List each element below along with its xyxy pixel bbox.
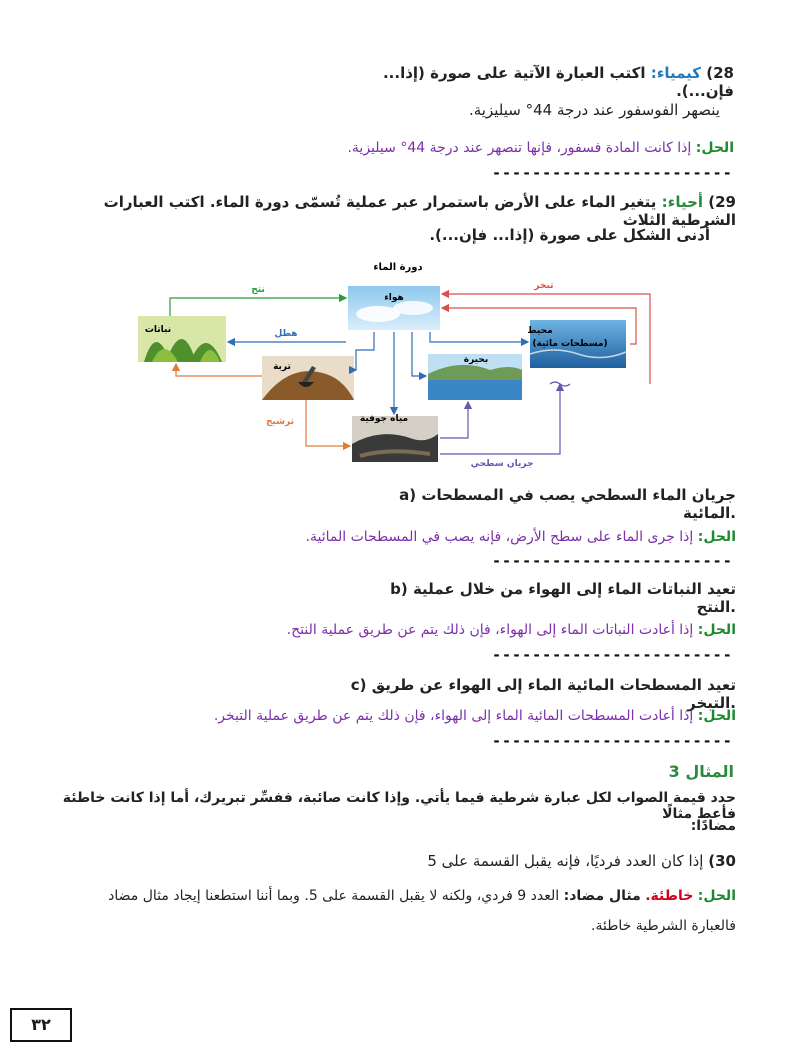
transpiration-label: نتح bbox=[251, 285, 265, 295]
ocean-sublabel: (مسطحات مائية) bbox=[532, 339, 608, 349]
page-number: ٣٢ bbox=[10, 1008, 72, 1042]
divider-dashes: ------------------------ bbox=[492, 164, 733, 182]
q29-prompt-line1 bbox=[60, 193, 736, 229]
evaporation-label: تبخر bbox=[534, 281, 554, 291]
part-c-solution: إذا أعادت المسطحات المائية الماء إلى الهواء، فإن ذلك يتم عن طريق عملية التبخر. bbox=[213, 708, 694, 724]
part-a-statement: جريان الماء السطحي يصب في المسطحات المائية. bbox=[421, 486, 736, 522]
divider-dashes: ------------------------ bbox=[492, 732, 733, 750]
q28-statement: ينصهر الفوسفور عند درجة 44° سيليزية. bbox=[468, 101, 720, 119]
part-b-solution-line bbox=[240, 622, 736, 638]
transpiration-arrow bbox=[170, 298, 346, 316]
divider-dashes: ------------------------ bbox=[492, 646, 733, 664]
q30-statement: إذا كان العدد فرديًا، فإنه يقبل القسمة على 5 bbox=[427, 852, 704, 870]
part-b-letter: b) bbox=[390, 580, 408, 598]
ground-to-lake-arrow bbox=[440, 402, 468, 438]
precip-ocean-arrow bbox=[430, 332, 528, 342]
q30-line bbox=[420, 852, 736, 870]
q29-prompt-line2: أدنى الشكل على صورة (إذا... فإن...). bbox=[429, 226, 710, 244]
example-title: المثال 3 bbox=[668, 762, 734, 781]
part-c-solution-label: الحل: bbox=[697, 708, 736, 724]
diagram-title: دورة الماء bbox=[373, 262, 423, 273]
plants-image bbox=[138, 316, 226, 362]
part-b-statement: تعيد النباتات الماء إلى الهواء من خلال عملية النتح. bbox=[412, 580, 736, 616]
part-c-letter: c) bbox=[350, 676, 367, 694]
precip-lake-arrow bbox=[412, 332, 426, 376]
part-b-solution-label: الحل: bbox=[697, 622, 736, 638]
part-a-solution-line bbox=[280, 529, 736, 545]
q30-solution-line1 bbox=[60, 888, 736, 904]
q28-solution-line bbox=[330, 140, 734, 156]
part-a-line bbox=[360, 486, 736, 522]
infiltration-arrow bbox=[306, 400, 350, 446]
q28-prompt: اكتب العبارة الآتية على صورة (إذا... فإن...). bbox=[382, 64, 734, 100]
part-a-letter: a) bbox=[399, 486, 417, 504]
q30-number: 30) bbox=[708, 852, 736, 870]
lake-label: بحيرة bbox=[463, 355, 489, 365]
example-text-line2: مضادًا: bbox=[690, 818, 736, 834]
q30-verdict: خاطئة. bbox=[645, 888, 694, 904]
q30-solution-label: الحل: bbox=[697, 888, 736, 904]
q28-solution: إذا كانت المادة فسفور، فإنها تنصهر عند درجة 44° سيليزية. bbox=[347, 140, 692, 156]
part-b-line bbox=[360, 580, 736, 616]
ocean-label: محيط bbox=[527, 326, 553, 336]
q30-counter-label: مثال مضاد: bbox=[563, 888, 641, 904]
q30-solution1: العدد 9 فردي، ولكنه لا يقبل القسمة على 5. وبما أننا استطعنا إيجاد مثال مضاد bbox=[108, 888, 560, 904]
q28-prompt-line bbox=[330, 64, 734, 100]
q28-number: 28) bbox=[706, 64, 734, 82]
part-a-solution: إذا جرى الماء على سطح الأرض، فإنه يصب في المسطحات المائية. bbox=[305, 529, 694, 545]
q29-subject: أحياء: bbox=[661, 193, 704, 211]
q29-prompt1: يتغير الماء على الأرض باستمرار عبر عملية تُسمّى دورة الماء. اكتب العبارات الشرطية الثلاث bbox=[103, 193, 736, 229]
air-label: هواء bbox=[384, 293, 404, 303]
precipitation-label: هطل bbox=[274, 329, 298, 339]
infiltration-label: ترشيح bbox=[266, 417, 294, 427]
plants-label: نباتات bbox=[144, 325, 172, 335]
q29-number: 29) bbox=[708, 193, 736, 211]
divider-dashes: ------------------------ bbox=[492, 552, 733, 570]
soil-label: تربة bbox=[273, 362, 291, 372]
part-a-solution-label: الحل: bbox=[697, 529, 736, 545]
q28-subject: كيمياء: bbox=[650, 64, 702, 82]
q30-solution-line2: فالعبارة الشرطية خاطئة. bbox=[591, 918, 736, 934]
water-cycle-diagram bbox=[130, 258, 670, 470]
runoff-label: جريان سطحي bbox=[470, 459, 534, 469]
groundwater-label: مياه جوفية bbox=[359, 414, 409, 424]
part-c-statement: تعيد المسطحات المائية الماء إلى الهواء عن طريق التبخر. bbox=[371, 676, 736, 712]
precip-soil-arrow bbox=[356, 332, 374, 370]
q28-solution-label: الحل: bbox=[695, 140, 734, 156]
part-b-solution: إذا أعادت النباتات الماء إلى الهواء، فإن ذلك يتم عن طريق عملية النتح. bbox=[286, 622, 694, 638]
example-text-line1: حدد قيمة الصواب لكل عبارة شرطية فيما يأتي. وإذا كانت صائبة، ففسِّر تبريرك، أما إذا كانت خاطئة فأعط مثالًا bbox=[62, 790, 736, 822]
part-c-solution-line bbox=[180, 708, 736, 724]
soil-to-plants-arrow bbox=[176, 364, 262, 376]
part-c-line bbox=[330, 676, 736, 712]
